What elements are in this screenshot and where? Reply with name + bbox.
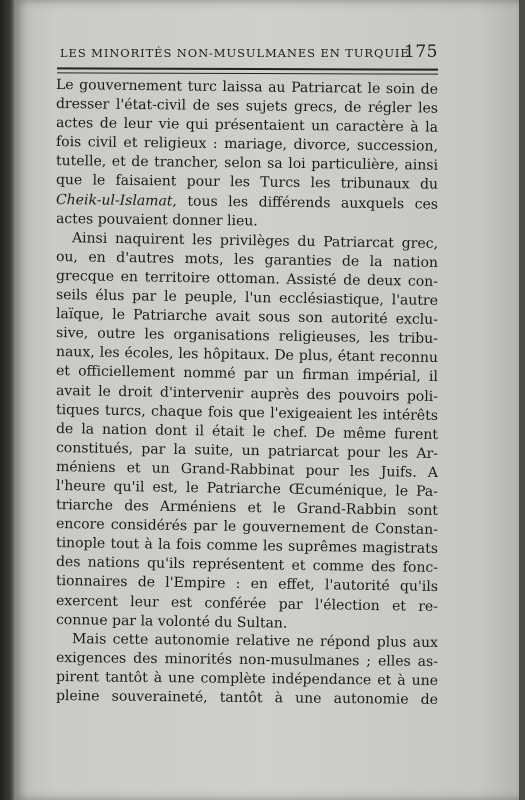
text-line: méniens et un Grand-Rabbinat pour les Juifs. A — [55, 458, 439, 481]
text-line: triarche des Arméniens et le Grand-Rabbin sont — [55, 497, 439, 520]
text-line: fois civil et religieux : mariage, divorce, succession, — [55, 134, 439, 155]
text-line: Mais cette autonomie relative ne répond plus aux — [71, 630, 439, 651]
running-title: LES MINORITÉS NON-MUSULMANES EN TURQUIE — [60, 46, 410, 60]
text-line: l'heure qu'il est, le Patriarche Œcuménique, le Pa- — [55, 477, 439, 500]
text-line: Le gouvernement turc laissa au Patriarcat le soin de — [55, 77, 439, 98]
text-line: avait le droit d'intervenir auprès des pouvoirs poli- — [55, 382, 439, 405]
text-line: pirent tantôt à une complète indépendance et à une — [55, 668, 439, 689]
text-line: exercent leur est conférée par l'élection et re- — [55, 592, 439, 615]
text-line: pleine souveraineté, tantôt à une autonomie de — [55, 688, 439, 708]
text-line: encore considérés par le gouvernement de Constan- — [55, 516, 439, 539]
text-line: Cheik-ul-Islamat, tous les différends auxquels ces — [55, 191, 439, 213]
text-line: connue par la volonté du Sultan. — [55, 611, 288, 632]
text-line: dresser l'état-civil de ses sujets grecs, de régler les — [55, 96, 439, 117]
text-line: ou, en d'autres mots, les garanties de la nation — [55, 248, 439, 271]
text-line: constitués, par la suite, un patriarcat pour les Ar- — [55, 439, 439, 462]
text-line: tionnaires de l'Empire : en effet, l'autorité qu'ils — [55, 573, 439, 596]
paragraph-3 — [56, 630, 438, 706]
text-line: laïque, le Patriarche avait sous son autorité exclu- — [55, 306, 439, 329]
book-spine — [0, 0, 14, 800]
text-line: des nations qu'ils représentent et comme des fonc- — [55, 554, 439, 577]
text-line: actes pouvaient donner lieu. — [55, 210, 258, 230]
page-number: 175 — [404, 42, 438, 62]
text-line: tiques turcs, chaque fois que l'exigeaient les intérêts — [55, 401, 439, 424]
text-line: seils élus par le peuple, l'un ecclésiastique, l'autre — [55, 287, 439, 310]
text-line: Ainsi naquirent les privilèges du Patriarcat grec, — [71, 230, 439, 252]
paragraph-1 — [56, 76, 438, 229]
text-line: et officiellement nommé par un firman impérial, il — [55, 363, 439, 386]
text-line: tinople tout à la fois comme les suprêmes magistrats — [55, 535, 439, 558]
text-line: de la nation dont il était le chef. De même furent — [55, 420, 439, 443]
paragraph-2 — [56, 229, 438, 630]
text-line: que le faisaient pour les Turcs les tribunaux du — [55, 172, 439, 194]
italic-term: Cheik-ul-Islamat — [55, 191, 173, 209]
text-line: tutelle, et de trancher, selon sa loi particulière, ainsi — [55, 153, 439, 175]
text-line: sive, outre les organisations religieuses, les tribu- — [55, 325, 439, 348]
text-line: naux, les écoles, les hôpitaux. De plus, étant reconnu — [55, 344, 439, 367]
text-line: exigences des minorités non-musulmanes ; elles as- — [55, 649, 439, 670]
text-line: grecque en territoire ottoman. Assisté de deux con- — [55, 267, 439, 290]
body-text — [56, 76, 438, 706]
text-line: actes de leur vie qui présentaient un caractère à la — [55, 115, 439, 136]
